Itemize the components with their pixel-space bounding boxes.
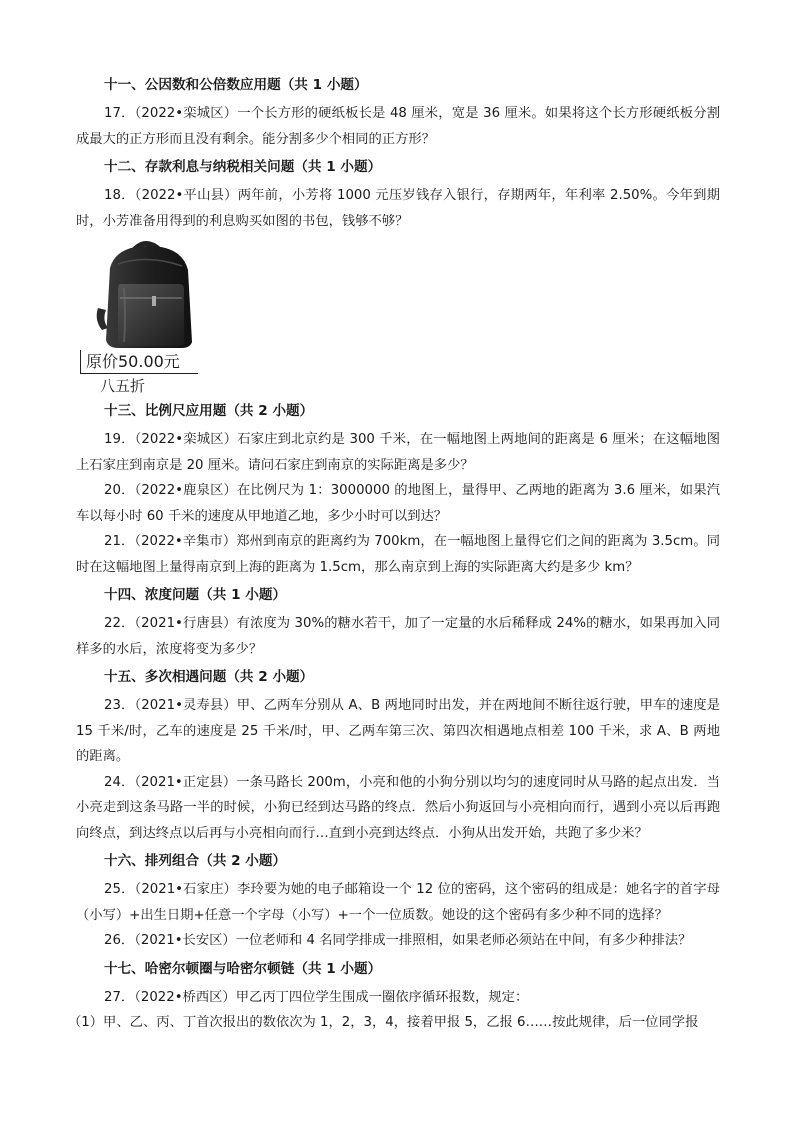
question-19: 19．（2022•栾城区）石家庄到北京约是 300 千米，在一幅地图上两地间的距离是 6 厘米；在这幅地图上石家庄到南京是 20 厘米。请问石家庄到南京的实际距离是多少？ bbox=[76, 432, 720, 473]
question-17: 17．（2022•栾城区）一个长方形的硬纸板长是 48 厘米，宽是 36 厘米。如果将这个长方形硬纸板分割成最大的正方形而且没有剩余。能分割多少个相同的正方形？ bbox=[76, 106, 720, 147]
section-heading: 十二、存款利息与纳税相关问题（共 1 小题） bbox=[104, 159, 382, 175]
section-heading: 十四、浓度问题（共 1 小题） bbox=[104, 587, 287, 603]
section-heading: 十三、比例尺应用题（共 2 小题） bbox=[104, 403, 314, 419]
question-23: 23．（2021•灵寿县）甲、乙两车分别从 A、B 两地同时出发，并在两地间不断往返行驶，甲车的速度是 15 千米/时，乙车的速度是 25 千米/时，甲、乙两车第三次、第四次相遇地点相差 100 千米，求 A、B 两地的距离。 bbox=[76, 698, 720, 764]
backpack-figure bbox=[76, 238, 206, 396]
section-heading: 十六、排列组合（共 2 小题） bbox=[104, 853, 287, 869]
section-heading: 十一、公因数和公倍数应用题（共 1 小题） bbox=[104, 77, 368, 93]
backpack-image bbox=[90, 238, 200, 350]
question-18: 18．（2022•平山县）两年前，小芳将 1000 元压岁钱存入银行，存期两年，年利率 2.50%。今年到期时，小芳准备用得到的利息购买如图的书包，钱够不够？ bbox=[76, 188, 720, 229]
discount-label: 八五折 bbox=[100, 377, 146, 395]
document-content bbox=[68, 70, 720, 1035]
section-heading: 十五、多次相遇问题（共 2 小题） bbox=[104, 669, 314, 685]
question-26: 26．（2021•长安区）一位老师和 4 名同学排成一排照相，如果老师必须站在中间，有多少种排法？ bbox=[104, 933, 692, 948]
question-21: 21．（2022•辛集市）郑州到南京的距离约为 700km，在一幅地图上量得它们之间的距离为 3.5cm。同时在这幅地图上量得南京到上海的距离为 1.5cm，那么南京到上海的实际距离大约是多少 km？ bbox=[76, 534, 720, 575]
question-25: 25．（2021•石家庄）李玲要为她的电子邮箱设一个 12 位的密码，这个密码的组成是：她名字的首字母（小写）+出生日期+任意一个字母（小写）+一个一位质数。她设的这个密码有多少种不同的选择？ bbox=[76, 882, 720, 923]
question-27-subitem: （1）甲、乙、丙、丁首次报出的数依次为 1，2，3，4，接着甲报 5，乙报 6……按此规律，后一位同学报 bbox=[68, 1014, 699, 1030]
question-22: 22．（2021•行唐县）有浓度为 30%的糖水若干，加了一定量的水后稀释成 24%的糖水，如果再加入同样多的水后，浓度将变为多少？ bbox=[76, 616, 720, 657]
section-heading: 十七、哈密尔顿圈与哈密尔顿链（共 1 小题） bbox=[104, 960, 382, 977]
question-24: 24．（2021•正定县）一条马路长 200m，小亮和他的小狗分别以均匀的速度同时从马路的起点出发．当小亮走到这条马路一半的时候，小狗已经到达马路的终点．然后小狗返回与小亮相向而行，遇到小亮以后再跑向终点，到达终点以后再与小亮相向而行…直到小亮到达终点．小狗从出发开始，共跑了多少米？ bbox=[76, 774, 720, 841]
backpack-icon bbox=[90, 238, 200, 350]
price-label: 原价50.00元 bbox=[80, 350, 198, 374]
question-27: 27．（2022•桥西区）甲乙丙丁四位学生围成一圈依序循环报数，规定： bbox=[104, 989, 529, 1005]
question-20: 20．（2022•鹿泉区）在比例尺为 1：3000000 的地图上，量得甲、乙两地的距离为 3.6 厘米，如果汽车以每小时 60 千米的速度从甲地道乙地，多少小时可以到达？ bbox=[76, 483, 720, 524]
